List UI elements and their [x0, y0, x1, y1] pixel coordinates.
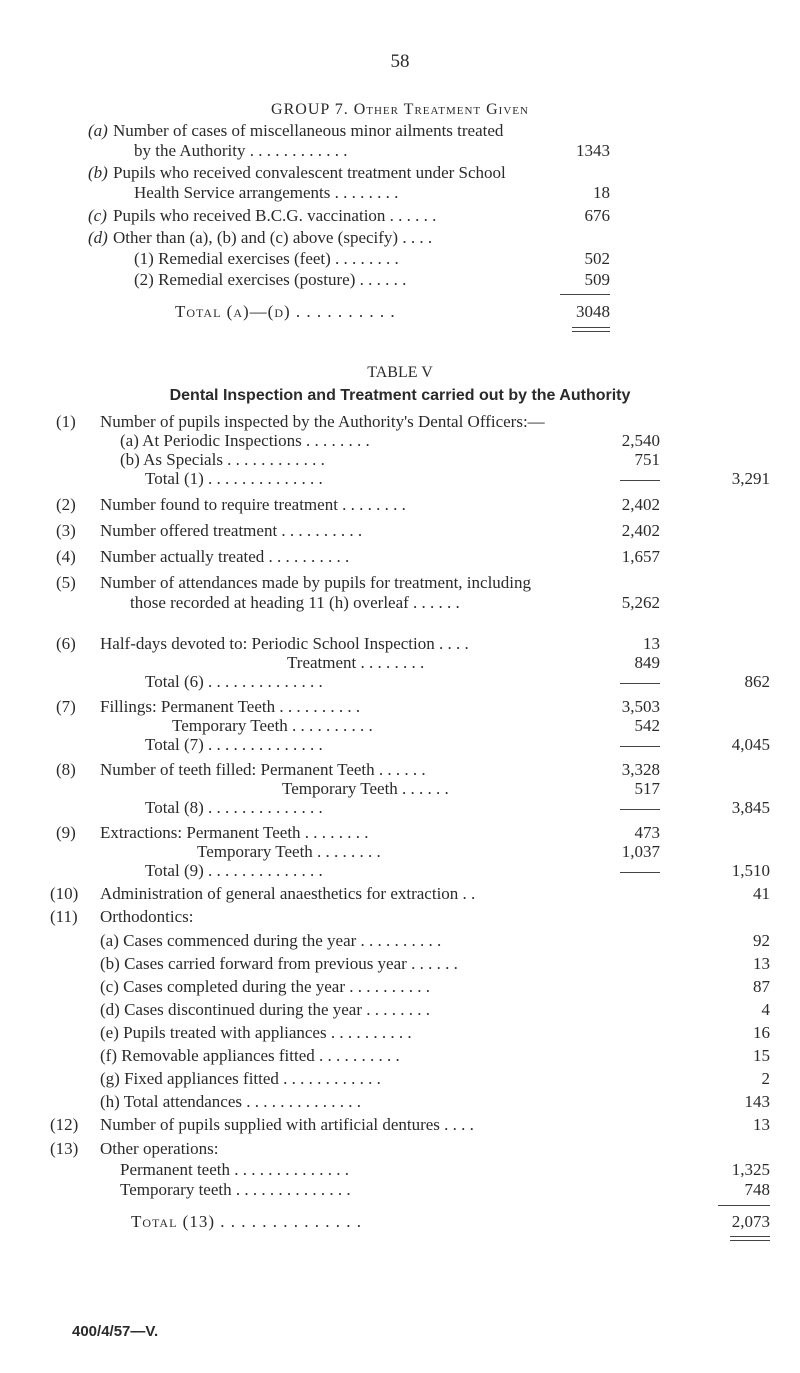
item-subvalue: 5,262	[621, 593, 660, 612]
item-text: Total (6) . . . . . . . . . . . . . .	[145, 672, 323, 691]
item-text: Temporary Teeth . . . . . . . . . .	[172, 716, 373, 735]
item-number: (2)	[56, 495, 76, 514]
row-value: 18	[593, 183, 610, 202]
print-code: 400/4/57—V.	[72, 1323, 159, 1340]
row-value: 1343	[576, 141, 610, 160]
item-number: (10)	[50, 884, 79, 903]
item-value: 15	[753, 1046, 770, 1065]
item-text: (d) Cases discontinued during the year . . . . . . . .	[100, 1000, 431, 1019]
item-number: (13)	[50, 1139, 79, 1158]
divider	[620, 480, 660, 481]
item-value: 3,291	[731, 469, 770, 488]
row-text: Health Service arrangements . . . . . . . .	[134, 183, 399, 202]
row-text: Other than (a), (b) and (c) above (specify) . . . .	[113, 228, 433, 247]
item-subvalue: 3,328	[621, 760, 660, 779]
item-number: (12)	[50, 1115, 79, 1134]
item-value: 748	[744, 1180, 770, 1199]
item-number: (3)	[56, 521, 76, 540]
item-value: 2	[761, 1069, 770, 1088]
item-subvalue: 1,037	[621, 842, 660, 861]
item-text: Half-days devoted to: Periodic School Inspection . . . .	[100, 634, 469, 653]
item-text: Number of pupils inspected by the Authority's Dental Officers:—	[100, 412, 545, 431]
item-subvalue: 2,540	[621, 431, 660, 450]
row-letter: (d)	[88, 228, 108, 247]
item-subvalue: 542	[634, 716, 660, 735]
item-text: Total (8) . . . . . . . . . . . . . .	[145, 798, 323, 817]
item-subvalue: 1,657	[621, 547, 660, 566]
item-text: Orthodontics:	[100, 907, 194, 926]
item-text: Number offered treatment . . . . . . . . . .	[100, 521, 363, 540]
table-title: TABLE V	[367, 364, 433, 381]
item-text: Number of attendances made by pupils for treatment, including	[100, 573, 532, 592]
item-text: those recorded at heading 11 (h) overleaf . . . . . .	[130, 593, 460, 612]
item-value: 1,325	[731, 1160, 770, 1179]
item-number: (1)	[56, 412, 76, 431]
divider	[620, 746, 660, 747]
row-letter: (c)	[88, 206, 107, 225]
total-value: 2,073	[731, 1212, 770, 1231]
item-text: (a) At Periodic Inspections . . . . . . . .	[120, 431, 370, 450]
row-value: 509	[584, 270, 610, 289]
double-rule	[572, 327, 610, 332]
item-text: Other operations:	[100, 1139, 219, 1158]
item-text: (f) Removable appliances fitted . . . . . . . . . .	[100, 1046, 400, 1065]
row-letter: (b)	[88, 163, 108, 182]
item-text: Number of teeth filled: Permanent Teeth . . . . . .	[100, 760, 426, 779]
item-subvalue: 517	[634, 779, 660, 798]
item-text: (c) Cases completed during the year . . . . . . . . . .	[100, 977, 430, 996]
item-value: 1,510	[731, 861, 770, 880]
item-value: 16	[753, 1023, 770, 1042]
total-label: Total (13) . . . . . . . . . . . . . .	[131, 1212, 362, 1231]
item-value: 4,045	[731, 735, 770, 754]
item-subvalue: 2,402	[621, 521, 660, 540]
row-value: 676	[584, 206, 610, 225]
total-value: 3048	[576, 302, 610, 321]
item-subvalue: 751	[634, 450, 660, 469]
item-value: 13	[753, 1115, 770, 1134]
divider	[718, 1205, 770, 1206]
divider	[560, 294, 610, 295]
item-number: (11)	[50, 907, 78, 926]
item-subvalue: 3,503	[621, 697, 660, 716]
item-subvalue: 13	[643, 634, 660, 653]
item-text: (a) Cases commenced during the year . . . . . . . . . .	[100, 931, 442, 950]
item-value: 4	[761, 1000, 770, 1019]
item-text: (g) Fixed appliances fitted . . . . . . . . . . . .	[100, 1069, 381, 1088]
page-number: 58	[390, 51, 410, 72]
item-value: 87	[753, 977, 770, 996]
row-letter: (a)	[88, 121, 108, 140]
item-value: 41	[753, 884, 770, 903]
row-text: Number of cases of miscellaneous minor ailments treated	[113, 121, 504, 140]
item-value: 13	[753, 954, 770, 973]
item-value: 143	[744, 1092, 770, 1111]
item-text: Number actually treated . . . . . . . . . .	[100, 547, 350, 566]
item-text: Extractions: Permanent Teeth . . . . . . . .	[100, 823, 369, 842]
item-value: 92	[753, 931, 770, 950]
item-text: (h) Total attendances . . . . . . . . . . . . . .	[100, 1092, 361, 1111]
divider	[620, 872, 660, 873]
item-value: 3,845	[731, 798, 770, 817]
row-text: by the Authority . . . . . . . . . . . .	[134, 141, 348, 160]
row-text: (1) Remedial exercises (feet) . . . . . . . .	[134, 249, 399, 268]
item-text: Treatment . . . . . . . .	[287, 653, 425, 672]
item-number: (7)	[56, 697, 76, 716]
item-number: (9)	[56, 823, 76, 842]
item-number: (6)	[56, 634, 76, 653]
total-label: Total (a)—(d) . . . . . . . . . .	[175, 302, 396, 321]
item-text: Number of pupils supplied with artificial dentures . . . .	[100, 1115, 474, 1134]
item-text: Number found to require treatment . . . . . . . .	[100, 495, 406, 514]
item-text: Total (9) . . . . . . . . . . . . . .	[145, 861, 323, 880]
divider	[620, 683, 660, 684]
item-text: (e) Pupils treated with appliances . . . . . . . . . .	[100, 1023, 412, 1042]
item-text: Total (7) . . . . . . . . . . . . . .	[145, 735, 323, 754]
item-text: Permanent teeth . . . . . . . . . . . . . .	[120, 1160, 349, 1179]
divider	[620, 809, 660, 810]
row-value: 502	[584, 249, 610, 268]
item-text: Temporary teeth . . . . . . . . . . . . . .	[120, 1180, 351, 1199]
item-subvalue: 473	[634, 823, 660, 842]
item-text: Temporary Teeth . . . . . .	[282, 779, 449, 798]
item-value: 862	[744, 672, 770, 691]
item-text: Administration of general anaesthetics for extraction . .	[100, 884, 476, 903]
item-text: Temporary Teeth . . . . . . . .	[197, 842, 381, 861]
item-text: (b) Cases carried forward from previous year . . . . . .	[100, 954, 458, 973]
double-rule	[730, 1236, 770, 1241]
row-text: Pupils who received convalescent treatment under School	[113, 163, 506, 182]
item-subvalue: 849	[634, 653, 660, 672]
item-number: (4)	[56, 547, 76, 566]
row-text: (2) Remedial exercises (posture) . . . . . .	[134, 270, 407, 289]
row-text: Pupils who received B.C.G. vaccination . . . . . .	[113, 206, 437, 225]
group-heading: GROUP 7. Other Treatment Given	[271, 101, 529, 118]
item-subvalue: 2,402	[621, 495, 660, 514]
item-text: Total (1) . . . . . . . . . . . . . .	[145, 469, 323, 488]
item-number: (8)	[56, 760, 76, 779]
item-text: (b) As Specials . . . . . . . . . . . .	[120, 450, 325, 469]
item-text: Fillings: Permanent Teeth . . . . . . . . . .	[100, 697, 361, 716]
table-subtitle: Dental Inspection and Treatment carried out by the Authority	[169, 387, 631, 404]
item-number: (5)	[56, 573, 76, 592]
